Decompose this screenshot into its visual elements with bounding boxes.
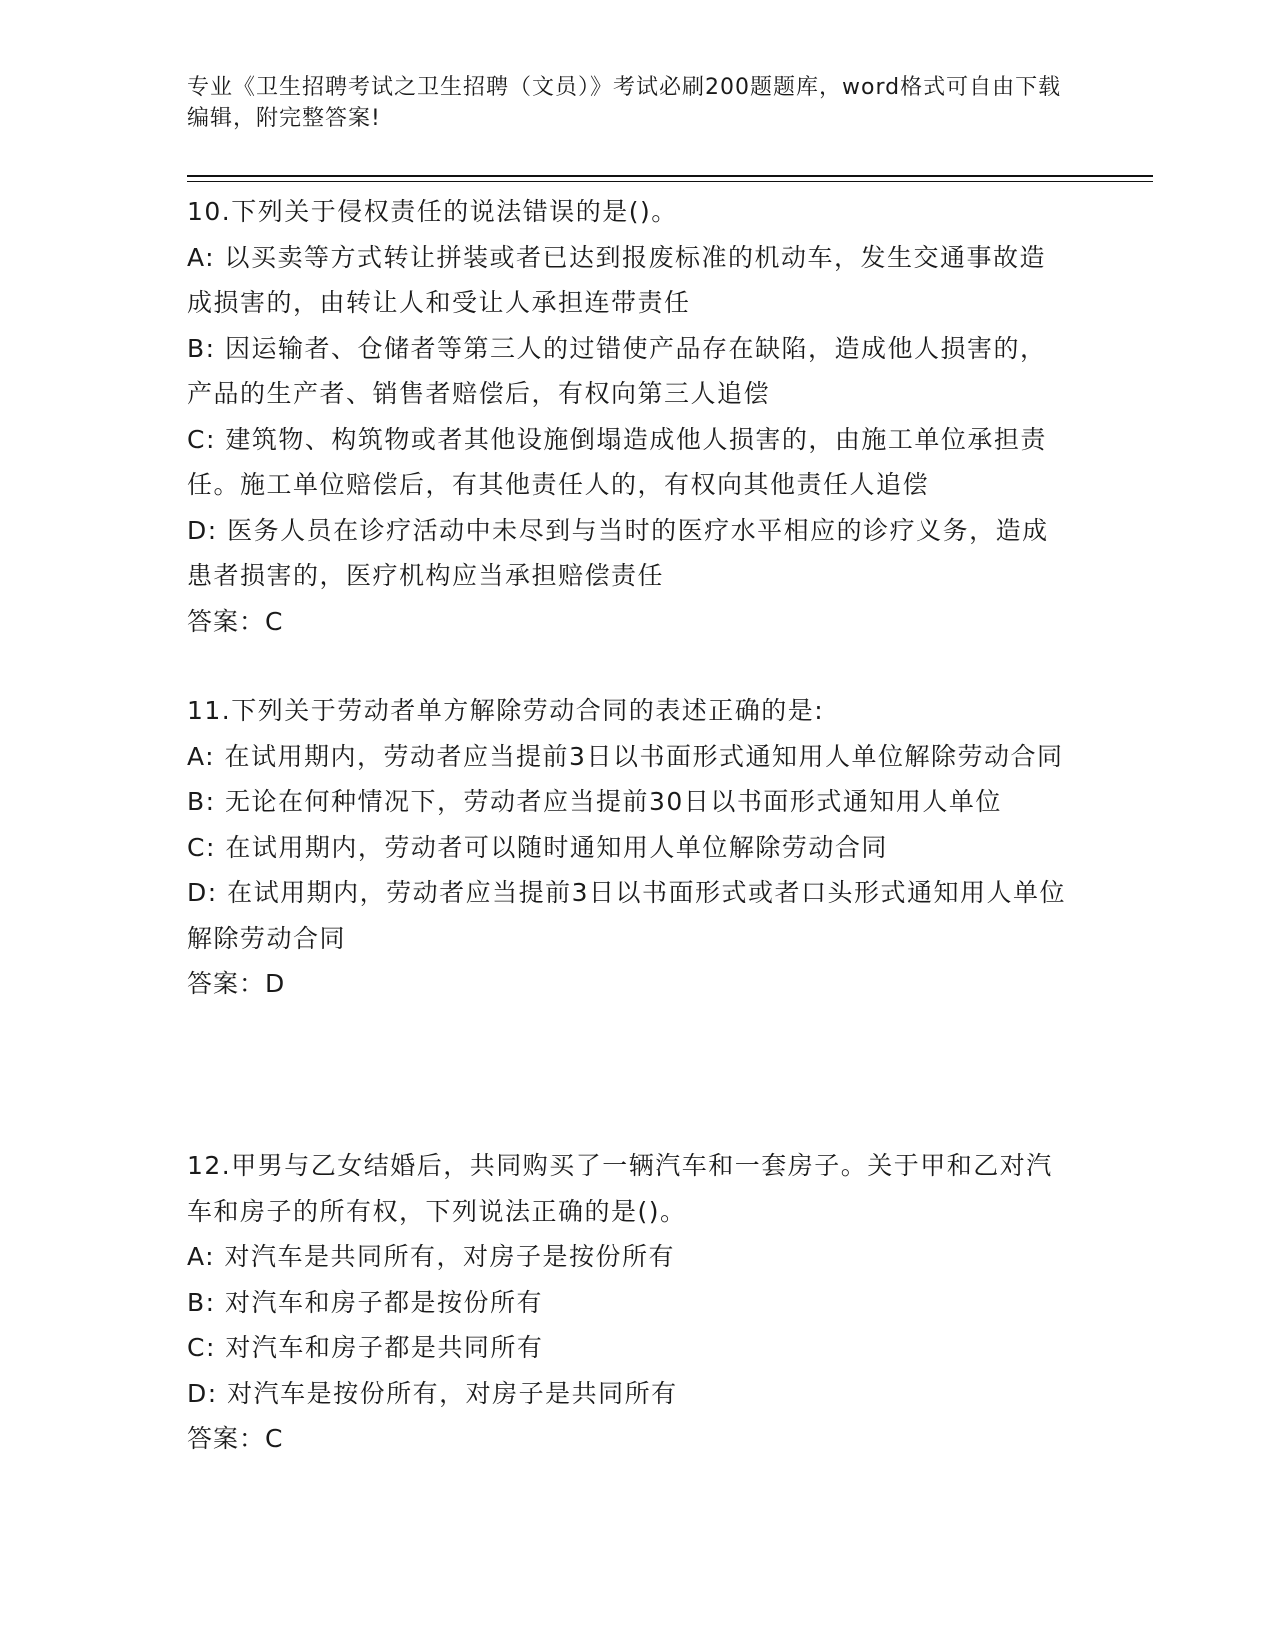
answer: 答案：C <box>187 1424 284 1453</box>
option-c: C: 在试用期内，劳动者可以随时通知用人单位解除劳动合同 <box>187 832 888 862</box>
header-divider-thin <box>187 181 1153 182</box>
option-c: C: 建筑物、构筑物或者其他设施倒塌造成他人损害的，由施工单位承担责任。施工单位赔偿后，有其他责任人的，有权向其他责任人追偿 <box>187 424 1047 499</box>
question-stem: 10.下列关于侵权责任的说法错误的是()。 <box>187 197 678 226</box>
answer: 答案：D <box>187 969 286 998</box>
option-d: D: 对汽车是按份所有，对房子是共同所有 <box>187 1378 678 1408</box>
option-a: A: 以买卖等方式转让拼装或者已达到报废标准的机动车，发生交通事故造成损害的，由转让人和受让人承担连带责任 <box>187 242 1047 317</box>
option-d: D: 在试用期内，劳动者应当提前3日以书面形式或者口头形式通知用人单位解除劳动合同 <box>187 878 1067 953</box>
header-divider-thick <box>187 175 1153 177</box>
question-stem: 11.下列关于劳动者单方解除劳动合同的表述正确的是: <box>187 696 825 725</box>
answer: 答案：C <box>187 606 284 636</box>
option-b: B: 对汽车和房子都是按份所有 <box>187 1287 544 1317</box>
question-11 <box>187 688 1067 1007</box>
option-b: B: 无论在何种情况下，劳动者应当提前30日以书面形式通知用人单位 <box>187 787 1002 816</box>
option-a: A: 在试用期内，劳动者应当提前3日以书面形式通知用人单位解除劳动合同 <box>187 741 1064 771</box>
option-b: B: 因运输者、仓储者等第三人的过错使产品存在缺陷，造成他人损害的，产品的生产者、销售者赔偿后，有权向第三人追偿 <box>187 333 1047 408</box>
option-a: A: 对汽车是共同所有，对房子是按份所有 <box>187 1242 676 1271</box>
option-c: C: 对汽车和房子都是共同所有 <box>187 1333 544 1362</box>
question-10 <box>187 189 1067 644</box>
option-d: D: 医务人员在诊疗活动中未尽到与当时的医疗水平相应的诊疗义务，造成患者损害的，医疗机构应当承担赔偿责任 <box>187 515 1049 590</box>
document-header: 专业《卫生招聘考试之卫生招聘（文员）》考试必刷200题题库，word格式可自由下载编辑，附完整答案! <box>187 75 1062 131</box>
question-12 <box>187 1143 1067 1462</box>
question-stem: 12.甲男与乙女结婚后，共同购买了一辆汽车和一套房子。关于甲和乙对汽车和房子的所有权，下列说法正确的是()。 <box>187 1151 1053 1226</box>
